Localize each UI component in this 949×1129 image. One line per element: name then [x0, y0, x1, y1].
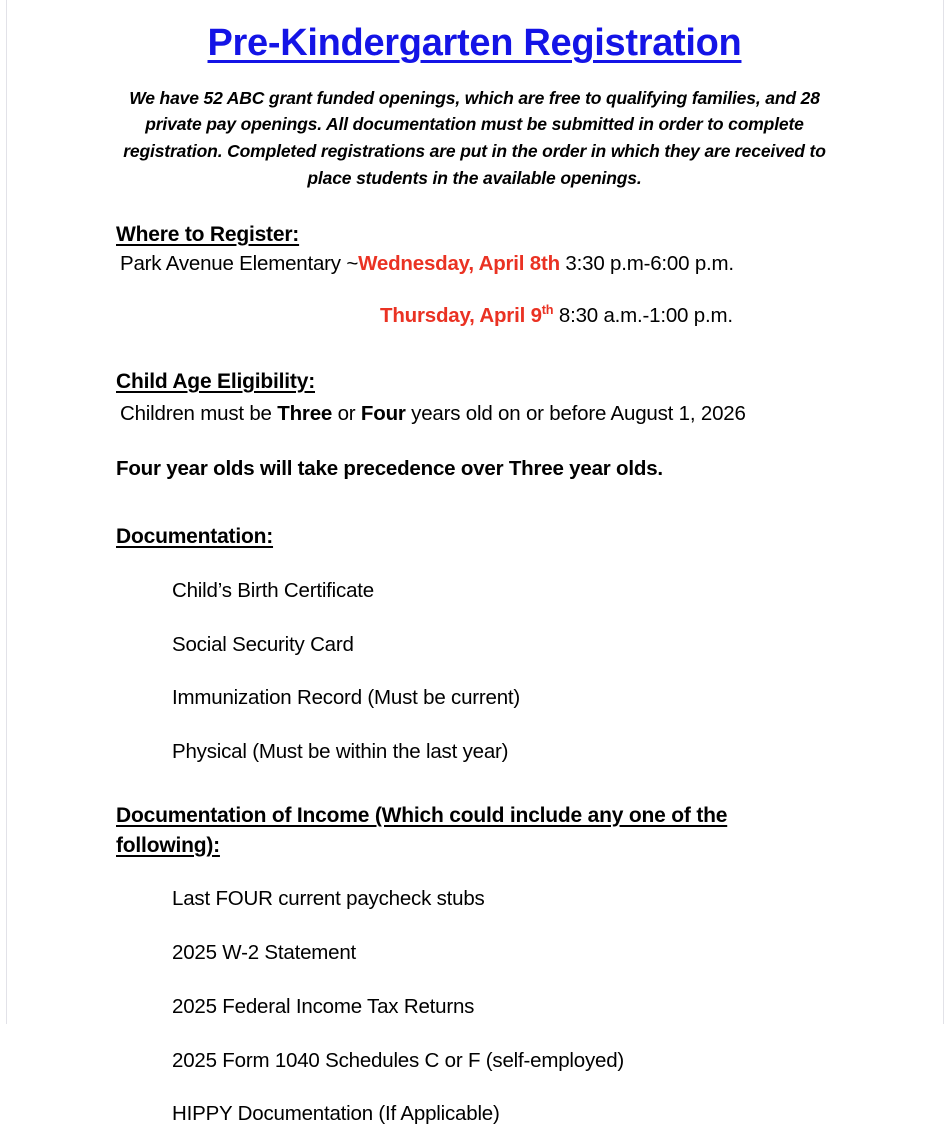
- list-item: Physical (Must be within the last year): [172, 740, 509, 764]
- section-heading-child-age-eligibility-text: Child Age Eligibility:: [116, 369, 315, 393]
- section-heading-documentation-text: Documentation:: [116, 525, 274, 549]
- list-item: Child’s Birth Certificate: [172, 578, 374, 602]
- section-heading-documentation-of-income: [20, 801, 929, 861]
- registration-session-thursday: [20, 301, 929, 331]
- page-title: [20, 0, 929, 65]
- section-heading-where-to-register: [20, 220, 929, 250]
- registration-date-thursday-text: Thursday, April 9: [380, 304, 542, 328]
- list-item: 2025 Federal Income Tax Returns: [172, 994, 475, 1018]
- list-item: HIPPY Documentation (If Applicable): [172, 1102, 500, 1126]
- list-item: Social Security Card: [172, 632, 354, 656]
- list-item: 2025 W-2 Statement: [172, 941, 357, 965]
- registration-session-wednesday: [20, 249, 929, 279]
- documentation-list: [20, 576, 929, 767]
- eligibility-age-three: Three: [277, 401, 333, 425]
- eligibility-precedence-note: Four year olds will take precedence over Three year olds.: [116, 457, 663, 481]
- list-item: Immunization Record (Must be current): [172, 686, 521, 710]
- registration-time-thursday: 8:30 a.m.-1:00 p.m.: [553, 304, 733, 328]
- page-title-text: Pre-Kindergarten Registration: [207, 22, 742, 64]
- registration-date-thursday-ordinal: th: [541, 302, 554, 318]
- eligibility-text-part3: years old on or before August 1, 2026: [405, 401, 746, 425]
- section-heading-where-to-register-text: Where to Register:: [116, 222, 300, 246]
- section-heading-child-age-eligibility: [20, 367, 929, 397]
- income-documentation-list: [20, 884, 929, 1129]
- eligibility-text-part1: Children must be: [120, 401, 278, 425]
- registration-date-wednesday: Wednesday, April 8th: [358, 252, 560, 276]
- eligibility-age-four: Four: [360, 401, 406, 425]
- registration-date-thursday: [380, 304, 553, 327]
- section-heading-documentation-of-income-text: Documentation of Income (Which could include any one of the following):: [116, 803, 728, 857]
- list-item: Last FOUR current paycheck stubs: [172, 887, 485, 911]
- eligibility-statement: [20, 399, 929, 429]
- list-item: 2025 Form 1040 Schedules C or F (self-employed): [172, 1048, 625, 1072]
- registration-location: Park Avenue Elementary ~: [120, 252, 359, 276]
- eligibility-text-part2: or: [332, 401, 361, 425]
- intro-paragraph: We have 52 ABC grant funded openings, which are free to qualifying families, and 28 private pay openings. All documentation must be submitted in order to complete registration. Completed registrations are put in the order in which they are received to place students in the available openings.: [123, 87, 826, 188]
- section-heading-documentation: [20, 522, 929, 552]
- registration-time-wednesday: 3:30 p.m-6:00 p.m.: [559, 252, 734, 276]
